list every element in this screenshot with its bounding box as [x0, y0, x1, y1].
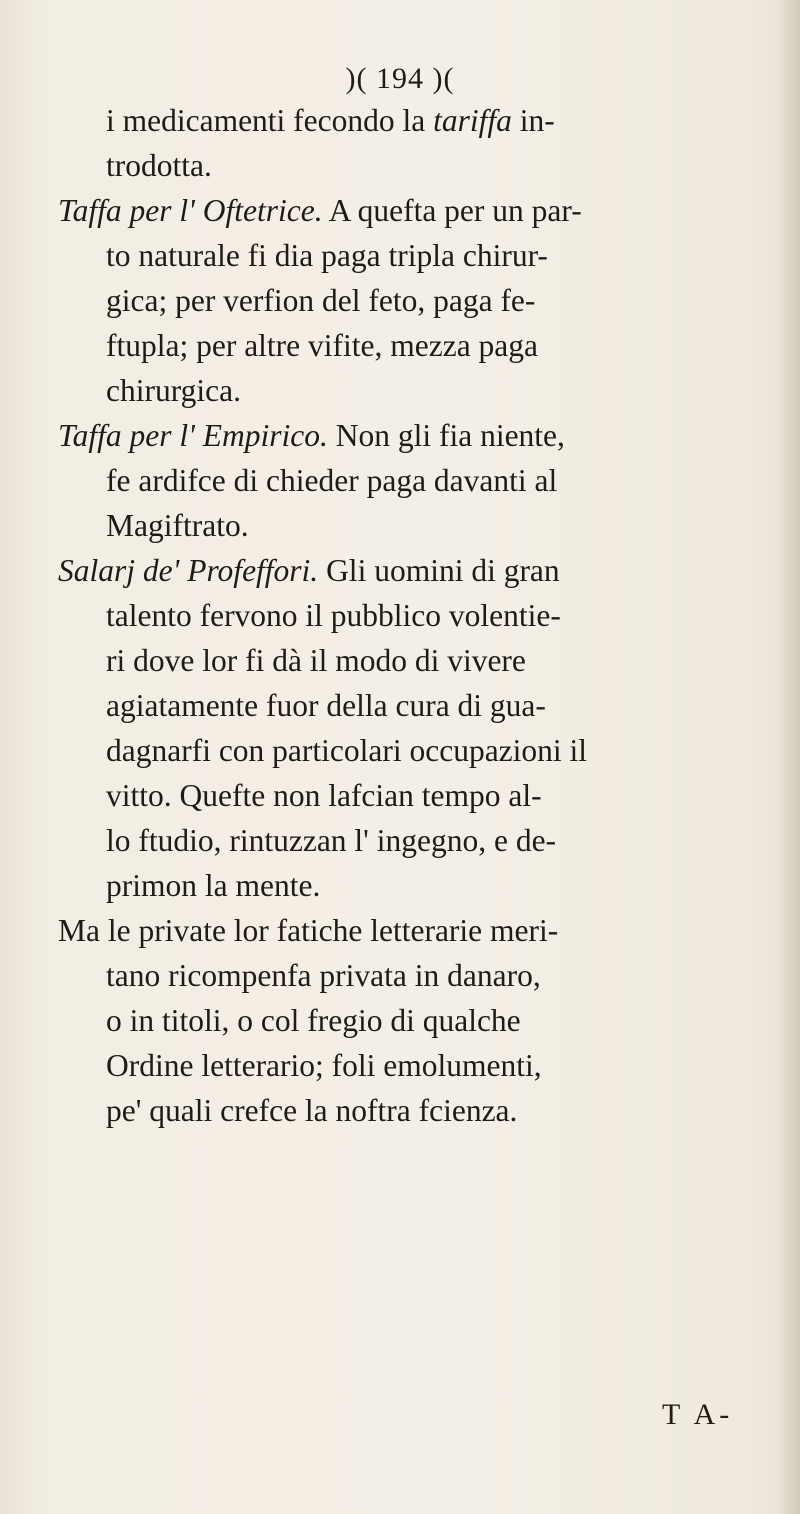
text-segment: talento fervono il pubblico volentie-: [106, 598, 561, 633]
catchword: T A-: [662, 1398, 734, 1431]
page-spine-shadow: [778, 0, 800, 1514]
text-segment: chirurgica.: [106, 373, 241, 408]
text-segment: trodotta.: [106, 148, 212, 183]
italic-heading: Taffa per l' Oftetrice.: [58, 193, 323, 228]
body-text: [58, 98, 758, 1133]
italic-heading: Salarj de' Profeffori.: [58, 553, 319, 588]
text-line: [58, 368, 758, 413]
text-segment: Non gli fia niente,: [327, 418, 565, 453]
text-line: [58, 143, 758, 188]
text-entry: [58, 413, 758, 548]
text-segment: Magiftrato.: [106, 508, 249, 543]
text-segment: gica; per verfion del feto, paga fe-: [106, 283, 536, 318]
text-line: [58, 188, 758, 233]
text-segment: i medicamenti fecondo la: [106, 103, 434, 138]
italic-heading: tariffa: [433, 103, 512, 138]
text-segment: fe ardifce di chieder paga davanti al: [106, 463, 558, 498]
text-line: [58, 503, 758, 548]
text-entry: [58, 908, 758, 1133]
text-segment: vitto. Quefte non lafcian tempo al-: [106, 778, 542, 813]
text-line: [58, 998, 758, 1043]
text-entry: [58, 548, 758, 908]
text-segment: Gli uomini di gran: [318, 553, 560, 588]
text-line: [58, 593, 758, 638]
italic-heading: Taffa per l' Empirico.: [58, 418, 328, 453]
text-line: [58, 728, 758, 773]
text-line: [58, 818, 758, 863]
text-line: [58, 908, 758, 953]
text-segment: Ma le private lor fatiche letterarie meri-: [58, 913, 559, 948]
text-line: [58, 548, 758, 593]
text-line: [58, 953, 758, 998]
text-line: [58, 323, 758, 368]
text-line: [58, 1088, 758, 1133]
text-segment: lo ftudio, rintuzzan l' ingegno, e de-: [106, 823, 557, 858]
text-segment: ri dove lor fi dà il modo di vivere: [106, 643, 526, 678]
text-line: [58, 458, 758, 503]
text-continuation: [58, 98, 758, 188]
text-segment: ftupla; per altre vifite, mezza paga: [106, 328, 539, 363]
text-line: [58, 638, 758, 683]
text-line: [58, 773, 758, 818]
text-segment: pe' quali crefce la noftra fcienza.: [106, 1093, 518, 1128]
page-header: )( 194 )(: [345, 62, 455, 95]
text-line: [58, 413, 758, 458]
text-segment: Ordine letterario; foli emolumenti,: [106, 1048, 542, 1083]
text-segment: primon la mente.: [106, 868, 321, 903]
text-line: [58, 98, 758, 143]
text-segment: o in titoli, o col fregio di qualche: [106, 1003, 521, 1038]
text-entry: [58, 188, 758, 413]
text-line: [58, 863, 758, 908]
text-segment: to naturale fi dia paga tripla chirur-: [106, 238, 548, 273]
text-line: [58, 1043, 758, 1088]
text-line: [58, 278, 758, 323]
text-segment: agiatamente fuor della cura di gua-: [106, 688, 546, 723]
text-segment: dagnarfi con particolari occupazioni il: [106, 733, 588, 768]
text-segment: A quefta per un par-: [322, 193, 582, 228]
text-line: [58, 683, 758, 728]
text-segment: in-: [511, 103, 555, 138]
text-line: [58, 233, 758, 278]
text-segment: tano ricompenfa privata in danaro,: [106, 958, 541, 993]
